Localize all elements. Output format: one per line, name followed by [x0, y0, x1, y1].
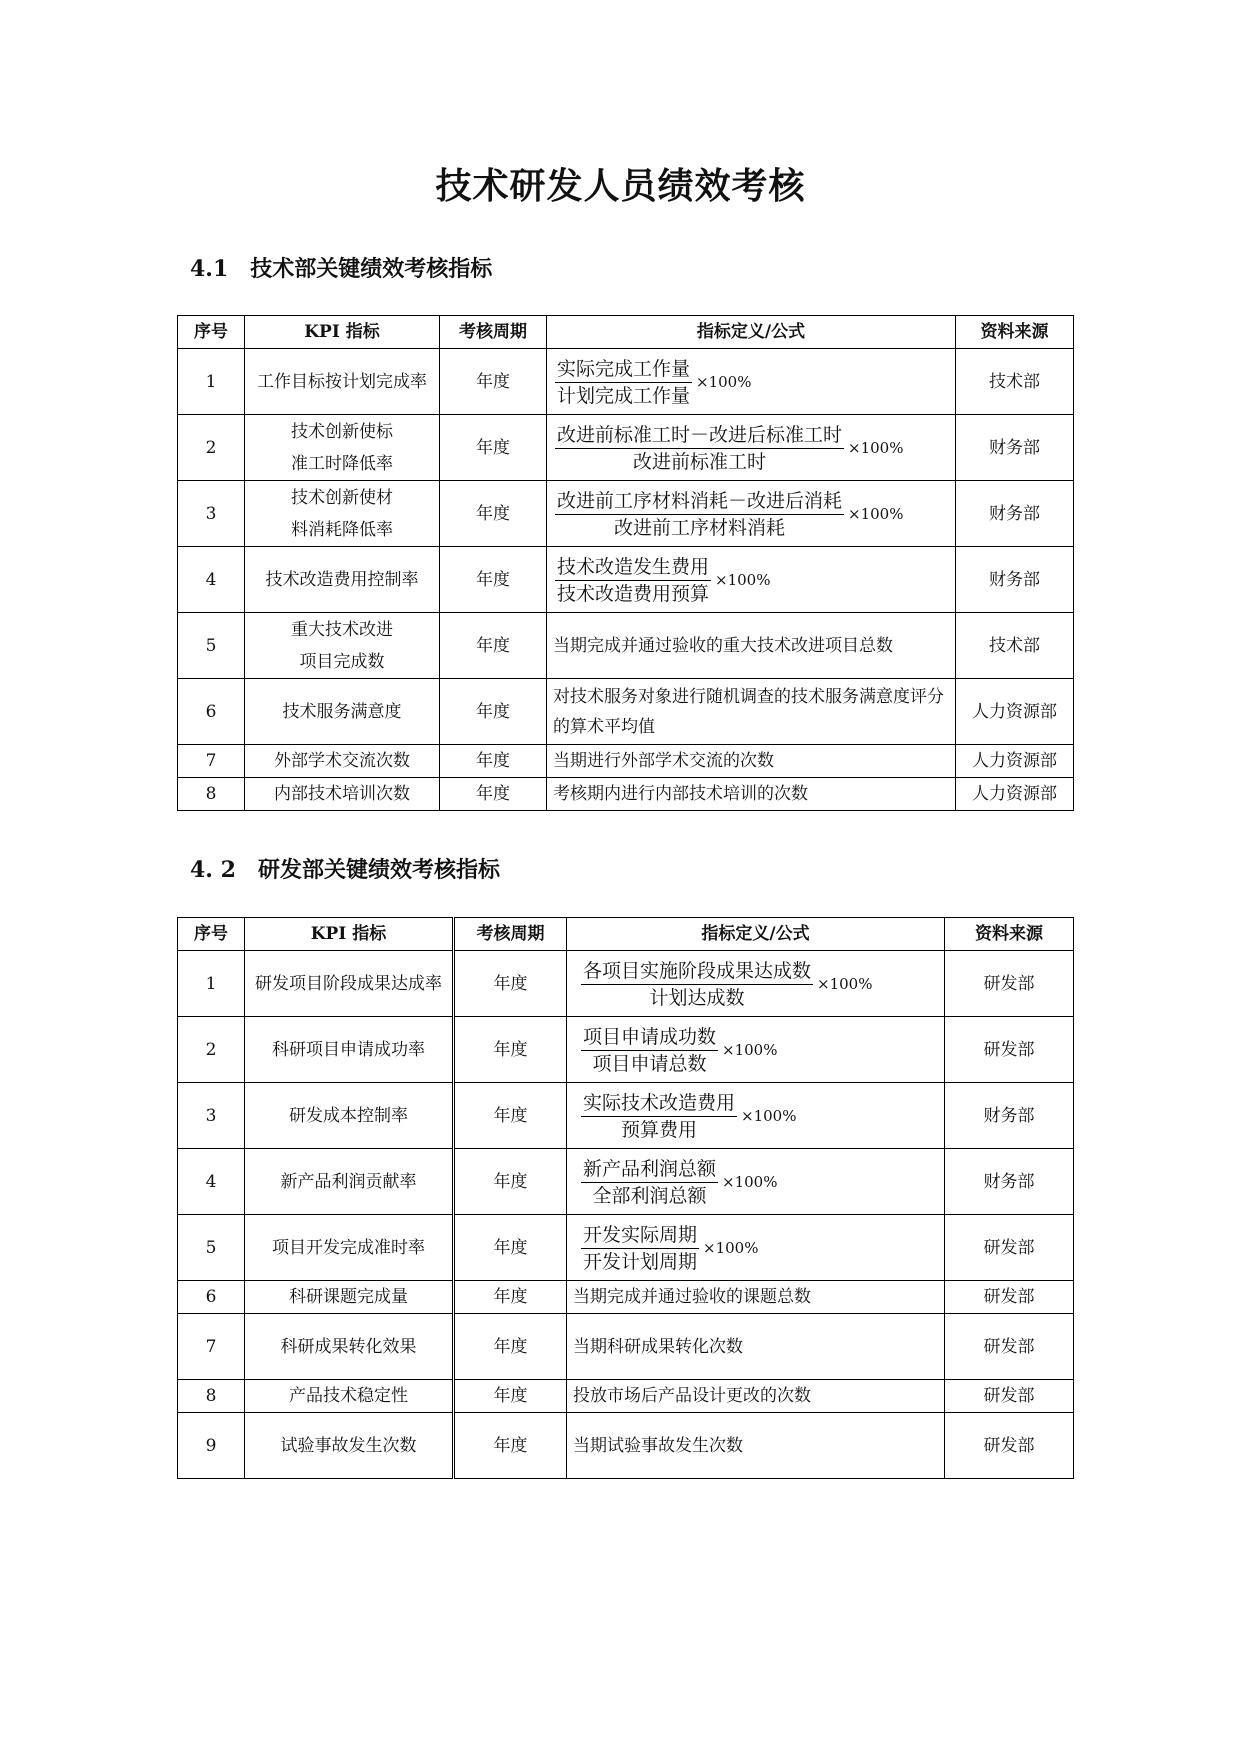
- formula-numerator: 项目申请成功数: [581, 1024, 718, 1051]
- kpi-name-line: 发生次数: [348, 1435, 417, 1456]
- kpi-name-line: 试验事故: [280, 1435, 349, 1456]
- formula-denominator: 技术改造费用预算: [557, 582, 710, 605]
- kpi-name-cell: [245, 1380, 454, 1413]
- kpi-name-line: 料消耗降低率: [291, 519, 393, 540]
- formula-numerator: 开发实际周期: [581, 1222, 699, 1249]
- row-number: 1: [178, 349, 245, 415]
- kpi-name-cell: [245, 415, 440, 481]
- formula-numerator: 实际技术改造费用: [581, 1090, 737, 1117]
- data-source: 研发部: [945, 1380, 1074, 1413]
- header-cycle: 考核周期: [440, 316, 547, 349]
- definition-cell: [547, 415, 956, 481]
- data-source: 研发部: [945, 1017, 1074, 1083]
- kpi-name-line: 工作目标按: [257, 371, 342, 392]
- definition-cell: [547, 745, 956, 778]
- data-source: 研发部: [945, 1281, 1074, 1314]
- kpi-name-line: 计划完成率: [342, 371, 427, 392]
- assessment-cycle: 年度: [440, 415, 547, 481]
- table-row: [178, 613, 1074, 679]
- row-number: 4: [178, 547, 245, 613]
- table-header-row: [178, 316, 1074, 349]
- table-row: [178, 415, 1074, 481]
- kpi-name-cell: [245, 1314, 454, 1380]
- fraction: [581, 1156, 718, 1209]
- section-1-title: 技术部关键绩效考核指标: [250, 256, 493, 282]
- kpi-name-cell: [245, 1149, 454, 1215]
- definition-text: 投放市场后产品设计更改的次数: [573, 1386, 811, 1406]
- definition-text: 当期完成并通过验收的重大技术改进项目总数: [553, 635, 893, 656]
- kpi-name-line: 外部学术交流次数: [274, 751, 410, 771]
- kpi-name-line: 转化效果: [348, 1336, 417, 1357]
- definition-text: 考核期内进行内部技术培训的次数: [553, 784, 808, 804]
- table-row: [178, 547, 1074, 613]
- kpi-name-cell: [245, 1215, 454, 1281]
- kpi-name-cell: [245, 1413, 454, 1479]
- kpi-name-line: 准工时降低率: [291, 453, 393, 474]
- kpi-name-line: 润贡献率: [348, 1171, 417, 1192]
- assessment-cycle: 年度: [454, 1017, 567, 1083]
- header-kpi: KPI 指标: [245, 316, 440, 349]
- row-number: 6: [178, 679, 245, 745]
- section-2-title: 研发部关键绩效考核指标: [257, 857, 500, 883]
- assessment-cycle: 年度: [454, 1413, 567, 1479]
- row-number: 6: [178, 1281, 245, 1314]
- formula: [581, 1090, 796, 1143]
- assessment-cycle: 年度: [454, 1149, 567, 1215]
- definition-cell: [567, 1149, 945, 1215]
- kpi-name-line: 研发成本控制率: [289, 1105, 408, 1126]
- fraction: [555, 554, 711, 607]
- assessment-cycle: 年度: [440, 778, 547, 811]
- definition-cell: [567, 1413, 945, 1479]
- formula: [555, 488, 903, 541]
- formula-numerator: 实际完成工作量: [555, 356, 692, 383]
- row-number: 5: [178, 613, 245, 679]
- formula-numerator: 改进前标准工时－改进后标准工时: [555, 422, 844, 449]
- data-source: 财务部: [945, 1149, 1074, 1215]
- definition-cell: [567, 1314, 945, 1380]
- assessment-cycle: 年度: [440, 613, 547, 679]
- row-number: 2: [178, 1017, 245, 1083]
- table-row: [178, 349, 1074, 415]
- row-number: 1: [178, 951, 245, 1017]
- formula: [581, 1024, 777, 1077]
- assessment-cycle: 年度: [454, 1314, 567, 1380]
- data-source: 技术部: [956, 613, 1074, 679]
- formula-multiplier: ×100%: [848, 505, 904, 523]
- formula-numerator: 改进前工序材料消耗－改进后消耗: [555, 488, 844, 515]
- kpi-name-line: 科研成果: [280, 1336, 349, 1357]
- fraction: [581, 1222, 699, 1275]
- formula: [555, 554, 770, 607]
- formula-multiplier: ×100%: [848, 439, 904, 457]
- kpi-name-cell: [245, 613, 440, 679]
- page-title: 技术研发人员绩效考核: [435, 165, 806, 207]
- assessment-cycle: 年度: [440, 679, 547, 745]
- header-definition: 指标定义/公式: [547, 316, 956, 349]
- formula-numerator: 新产品利润总额: [581, 1156, 718, 1183]
- section-1-number: 4.1: [190, 256, 229, 282]
- formula-multiplier: ×100%: [741, 1107, 797, 1125]
- kpi-name-line: 申请成功率: [340, 1039, 425, 1060]
- kpi-name-line: 科研课题完成量: [289, 1287, 408, 1307]
- formula-multiplier: ×100%: [722, 1041, 778, 1059]
- rnd-kpi-table: [177, 917, 1074, 1479]
- data-source: 人力资源部: [956, 745, 1074, 778]
- table-row: [178, 1380, 1074, 1413]
- assessment-cycle: 年度: [440, 745, 547, 778]
- data-source: 财务部: [956, 481, 1074, 547]
- kpi-name-line: 技术服务满意度: [282, 701, 402, 722]
- data-source: 研发部: [945, 1314, 1074, 1380]
- formula-multiplier: ×100%: [817, 975, 873, 993]
- kpi-name-line: 技术创新使标: [291, 421, 393, 442]
- fraction: [581, 958, 813, 1011]
- definition-text: 对技术服务对象进行随机调查的技术服务满意度评分的算术平均值: [553, 686, 944, 737]
- definition-cell: [567, 1017, 945, 1083]
- formula: [581, 1156, 777, 1209]
- assessment-cycle: 年度: [454, 1281, 567, 1314]
- section-2-number: 4. 2: [190, 857, 236, 883]
- assessment-cycle: 年度: [454, 1215, 567, 1281]
- kpi-name-line: 研发项目阶段: [255, 973, 357, 994]
- kpi-name-cell: [245, 951, 454, 1017]
- data-source: 研发部: [945, 1215, 1074, 1281]
- table-row: [178, 1017, 1074, 1083]
- table-row: [178, 1413, 1074, 1479]
- formula-multiplier: ×100%: [696, 373, 752, 391]
- data-source: 人力资源部: [956, 679, 1074, 745]
- definition-text: 当期进行外部学术交流的次数: [553, 751, 774, 771]
- definition-cell: [567, 1083, 945, 1149]
- row-number: 8: [178, 778, 245, 811]
- assessment-cycle: 年度: [440, 481, 547, 547]
- fraction: [581, 1024, 718, 1077]
- data-source: 财务部: [956, 415, 1074, 481]
- kpi-name-cell: [245, 481, 440, 547]
- fraction: [555, 488, 844, 541]
- row-number: 7: [178, 745, 245, 778]
- definition-text: 当期试验事故发生次数: [573, 1435, 743, 1456]
- kpi-name-line: 科研项目: [272, 1039, 340, 1060]
- row-number: 3: [178, 1083, 245, 1149]
- row-number: 3: [178, 481, 245, 547]
- formula: [581, 1222, 758, 1275]
- formula: [555, 356, 751, 409]
- header-no: 序号: [178, 918, 245, 951]
- definition-cell: [567, 1281, 945, 1314]
- table-row: [178, 1281, 1074, 1314]
- header-source: 资料来源: [945, 918, 1074, 951]
- assessment-cycle: 年度: [454, 1380, 567, 1413]
- definition-text: 当期科研成果转化次数: [573, 1336, 743, 1357]
- kpi-name-cell: [245, 778, 440, 811]
- kpi-name-cell: [245, 547, 440, 613]
- formula-denominator: 改进前标准工时: [633, 450, 767, 473]
- row-number: 5: [178, 1215, 245, 1281]
- data-source: 人力资源部: [956, 778, 1074, 811]
- formula-denominator: 开发计划周期: [583, 1250, 698, 1273]
- formula-multiplier: ×100%: [722, 1173, 778, 1191]
- assessment-cycle: 年度: [440, 349, 547, 415]
- formula: [555, 422, 903, 475]
- data-source: 研发部: [945, 951, 1074, 1017]
- table-row: [178, 679, 1074, 745]
- formula-denominator: 项目申请总数: [592, 1052, 707, 1075]
- tech-kpi-table: [177, 315, 1074, 811]
- data-source: 技术部: [956, 349, 1074, 415]
- kpi-name-line: 产品技术稳定性: [289, 1386, 408, 1406]
- kpi-name-line: 重大技术改进: [291, 619, 393, 640]
- definition-cell: [547, 778, 956, 811]
- header-kpi: KPI 指标: [245, 918, 454, 951]
- definition-text: 当期完成并通过验收的课题总数: [573, 1287, 811, 1307]
- formula-multiplier: ×100%: [715, 571, 771, 589]
- formula-denominator: 改进前工序材料消耗: [614, 516, 786, 539]
- kpi-name-line: 内部技术培训次数: [274, 784, 410, 804]
- table-row: [178, 1083, 1074, 1149]
- row-number: 7: [178, 1314, 245, 1380]
- kpi-name-cell: [245, 1281, 454, 1314]
- row-number: 9: [178, 1413, 245, 1479]
- formula-denominator: 计划完成工作量: [557, 384, 691, 407]
- definition-cell: [547, 349, 956, 415]
- formula-numerator: 各项目实施阶段成果达成数: [581, 958, 813, 985]
- header-cycle: 考核周期: [454, 918, 567, 951]
- row-number: 2: [178, 415, 245, 481]
- data-source: 财务部: [956, 547, 1074, 613]
- kpi-name-line: 技术创新使材: [291, 487, 393, 508]
- kpi-name-line: 完成准时率: [340, 1237, 425, 1258]
- table-row: [178, 778, 1074, 811]
- formula-multiplier: ×100%: [703, 1239, 759, 1257]
- fraction: [555, 356, 692, 409]
- definition-cell: [567, 951, 945, 1017]
- kpi-name-line: 项目开发: [272, 1237, 340, 1258]
- definition-cell: [547, 547, 956, 613]
- formula-denominator: 预算费用: [621, 1118, 698, 1141]
- table-row: [178, 481, 1074, 547]
- formula-numerator: 技术改造发生费用: [555, 554, 711, 581]
- kpi-name-line: 成果达成率: [357, 973, 442, 994]
- header-source: 资料来源: [956, 316, 1074, 349]
- kpi-name-line: 技术改造: [265, 569, 334, 590]
- assessment-cycle: 年度: [440, 547, 547, 613]
- definition-cell: [547, 481, 956, 547]
- assessment-cycle: 年度: [454, 1083, 567, 1149]
- section-2-heading: [190, 853, 500, 884]
- table-row: [178, 1215, 1074, 1281]
- header-definition: 指标定义/公式: [567, 918, 945, 951]
- definition-cell: [547, 679, 956, 745]
- formula: [581, 958, 872, 1011]
- fraction: [581, 1090, 737, 1143]
- assessment-cycle: 年度: [454, 951, 567, 1017]
- row-number: 8: [178, 1380, 245, 1413]
- fraction: [555, 422, 844, 475]
- section-1-heading: [190, 252, 492, 283]
- header-no: 序号: [178, 316, 245, 349]
- kpi-name-line: 费用控制率: [333, 569, 419, 590]
- table-row: [178, 745, 1074, 778]
- table-header-row: [178, 918, 1074, 951]
- table-row: [178, 951, 1074, 1017]
- row-number: 4: [178, 1149, 245, 1215]
- definition-cell: [567, 1215, 945, 1281]
- kpi-name-cell: [245, 1083, 454, 1149]
- table-row: [178, 1149, 1074, 1215]
- data-source: 财务部: [945, 1083, 1074, 1149]
- kpi-name-line: 项目完成数: [299, 651, 385, 672]
- formula-denominator: 计划达成数: [649, 986, 745, 1009]
- kpi-name-cell: [245, 745, 440, 778]
- kpi-name-cell: [245, 349, 440, 415]
- kpi-name-cell: [245, 679, 440, 745]
- formula-denominator: 全部利润总额: [592, 1184, 707, 1207]
- definition-cell: [547, 613, 956, 679]
- kpi-name-line: 新产品利: [280, 1171, 349, 1192]
- definition-cell: [567, 1380, 945, 1413]
- kpi-name-cell: [245, 1017, 454, 1083]
- data-source: 研发部: [945, 1413, 1074, 1479]
- table-row: [178, 1314, 1074, 1380]
